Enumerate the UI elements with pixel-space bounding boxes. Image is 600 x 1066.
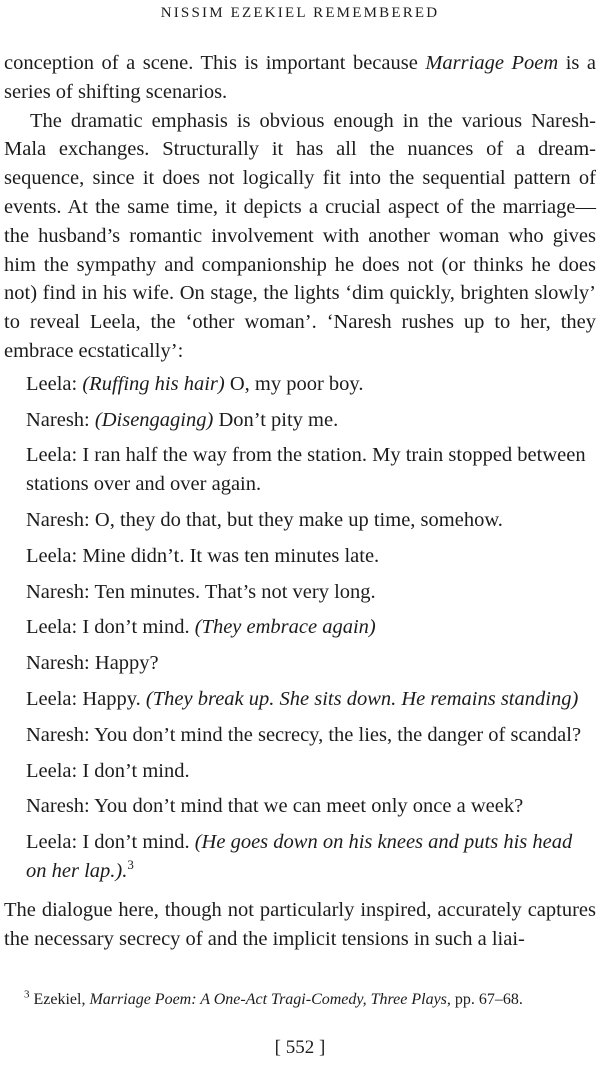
dialogue-text: Mine didn’t. It was ten minutes late. [82,544,380,567]
paragraph-1-title: Marriage Poem [425,52,559,74]
dialogue-speaker: Leela: [26,372,83,395]
dialogue-text: Don’t pity me. [213,408,339,431]
dialogue-text: O, they do that, but they make up time, somehow. [94,508,503,531]
footnote-marker: 3 [127,857,134,873]
dialogue-speaker: Leela: [26,759,83,782]
dialogue-speaker: Leela: [26,687,83,710]
dialogue-text: I don’t mind. [82,759,190,782]
dialogue-speaker: Naresh: [26,580,95,603]
dialogue-block [4,370,596,886]
dialogue-line [26,370,596,399]
dialogue-text: You don’t mind the secrecy, the lies, the danger of scandal? [94,723,582,746]
stage-direction: (Ruffing his hair) [82,372,225,395]
dialogue-line [26,578,596,607]
dialogue-line [26,441,596,499]
dialogue-text: Ten minutes. That’s not very long. [94,580,376,603]
dialogue-line [26,828,596,886]
footnote [24,990,596,1010]
dialogue-speaker: Leela: [26,831,83,854]
paragraph-2: The dramatic emphasis is obvious enough in the various Naresh-Mala exchanges. Structurally it has all the nuances of a dream-sequence, since it does not logically fit into the sequential pattern of events. At the same time, it depicts a crucial aspect of the marriage—the husband’s romantic involvement with another woman who gives him the sympathy and companionship he does not (or thinks he does not) find in his wife. On stage, the lights ‘dim quickly, brighten slowly’ to reveal Leela, the ‘other woman’. ‘Naresh rushes up to her, they embrace ecstatically’: [4,109,596,362]
paragraph-3: The dialogue here, though not particularly inspired, accurately captures the necessary secrecy of and the implicit tensions in such a liai- [4,898,596,950]
footnote-author: Ezekiel, [29,991,90,1008]
paragraph-1 [4,49,596,107]
paragraph-1-before: conception of a scene. This is important because [4,52,426,74]
stage-direction: (He goes down on his knees and puts his head on her lap.). [26,831,573,882]
dialogue-speaker: Naresh: [26,723,95,746]
footnote-number: 3 [24,988,30,1001]
dialogue-speaker: Naresh: [26,408,95,431]
running-head: NISSIM EZEKIEL REMEMBERED [160,5,440,21]
dialogue-line [26,649,596,678]
dialogue-line [26,542,596,571]
body-text [4,49,596,953]
dialogue-speaker: Naresh: [26,508,95,531]
dialogue-text: I don’t mind. [82,616,195,639]
dialogue-text: I don’t mind. [82,831,195,854]
dialogue-line [26,721,596,750]
page-number: [ 552 ] [274,1037,326,1058]
dialogue-text: Happy. [82,687,146,710]
dialogue-line [26,613,596,642]
footnote-pages: , pp. 67–68. [446,991,523,1008]
dialogue-speaker: Leela: [26,616,83,639]
dialogue-speaker: Naresh: [26,652,95,675]
dialogue-text: Happy? [94,652,159,675]
dialogue-line [26,792,596,821]
stage-direction: (Disengaging) [94,408,214,431]
footnote-title: Marriage Poem: A One-Act Tragi-Comedy, Three Plays [89,991,447,1008]
dialogue-line [26,757,596,786]
dialogue-speaker: Leela: [26,544,83,567]
dialogue-text: You don’t mind that we can meet only once a week? [94,795,524,818]
dialogue-line [26,406,596,435]
dialogue-speaker: Naresh: [26,795,95,818]
dialogue-text: I ran half the way from the station. My train stopped between stations over and over again. [26,444,586,496]
dialogue-line [26,506,596,535]
paragraph-1-after: is a series of shifting scenarios. [4,52,596,103]
stage-direction: (They embrace again) [194,616,376,639]
stage-direction: (They break up. She sits down. He remains standing) [145,687,579,710]
dialogue-speaker: Leela: [26,444,83,467]
dialogue-line [26,685,596,714]
dialogue-text: O, my poor boy. [224,372,364,395]
